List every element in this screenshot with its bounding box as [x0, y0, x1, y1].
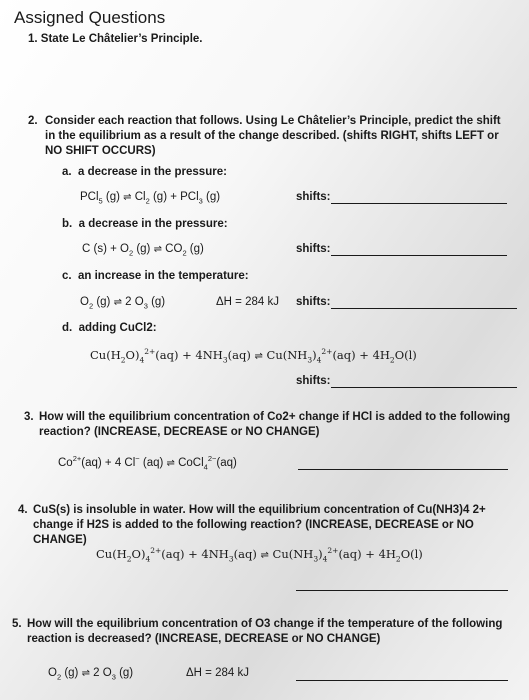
question-3-text: How will the equilibrium concentration of Co2+ change if HCl is added to the following reaction? (INCREASE, DECREASE or NO CHANGE): [39, 411, 511, 438]
answer-blank-2b[interactable]: [331, 243, 507, 256]
equation-4: $Cu(H_2O)_4^{2+}(aq) + 4NH_3(aq)$ ⇌ $Cu(NH_3)_4^{2+}(aq) + 4H_2O(l)$: [96, 546, 423, 564]
question-2-text: Consider each reaction that follows. Using Le Châtelier’s Principle, predict the shift in the equilibrium as a result of the change described. (shifts RIGHT, shifts LEFT or NO SHIFT OCCURS): [45, 115, 501, 157]
enthalpy-5: ΔH = 284 kJ: [186, 667, 249, 679]
question-4-number: 4.: [18, 504, 28, 516]
question-text: State Le Châtelier’s Principle.: [40, 33, 203, 45]
equation-5: $O_2$ (g) ⇌ 2 $O_3$ (g): [48, 667, 134, 682]
part-a: [62, 166, 227, 178]
part-prompt: a decrease in the pressure:: [78, 218, 228, 230]
shifts-label: shifts:: [296, 191, 331, 203]
question-5-text: How will the equilibrium concentration of O3 change if the temperature of the following reaction is decreased? (INCREASE, DECREASE or NO CHANGE): [27, 618, 503, 645]
part-letter: b.: [62, 218, 73, 230]
answer-blank-2c[interactable]: [331, 296, 517, 309]
answer-blank-2a[interactable]: [331, 191, 507, 204]
question-4-text: CuS(s) is insoluble in water. How will the equilibrium concentration of Cu(NH3)4 2+ change if H2S is added to the following reaction? (INCREASE, DECREASE or NO CHANGE): [33, 504, 486, 546]
answer-blank-4[interactable]: [296, 578, 508, 591]
equation-3: $Co^{2+}(aq) + 4$ Cl− (aq) ⇌ CoCl$_4^{2-}$(aq): [58, 454, 237, 472]
question-3-number: 3.: [24, 411, 34, 423]
part-letter: c.: [62, 270, 72, 282]
page-title: Assigned Questions: [14, 8, 166, 27]
part-letter: d.: [62, 322, 73, 334]
equation-2a: PCl$_5$ (g) ⇌ $Cl_2$ (g) + PCl$_3$ (g): [80, 191, 221, 206]
question-2-number: 2.: [28, 115, 38, 127]
equation-2c: $O_2$ (g) ⇌ 2 $O_3$ (g): [80, 296, 166, 311]
answer-blank-2d[interactable]: [331, 375, 517, 388]
part-d: [62, 322, 157, 334]
question-5-number: 5.: [12, 618, 22, 630]
part-prompt: an increase in the temperature:: [77, 270, 249, 282]
shifts-label: shifts:: [296, 243, 331, 255]
question-number: 1.: [28, 33, 38, 45]
enthalpy-2c: ΔH = 284 kJ: [216, 296, 279, 308]
equation-2b: C $(s) + O_2$ (g) ⇌ $CO_2$ (g): [82, 243, 204, 258]
part-b: [62, 218, 228, 230]
part-prompt: adding CuCl2:: [78, 322, 157, 334]
answer-blank-5[interactable]: [296, 668, 508, 681]
answer-blank-3[interactable]: [298, 457, 508, 470]
shifts-label: shifts:: [296, 296, 331, 308]
shifts-label: shifts:: [296, 375, 331, 387]
part-letter: a.: [62, 166, 72, 178]
question-1: [28, 33, 203, 45]
part-c: [62, 270, 249, 282]
equation-2d: $Cu(H_2O)_4^{2+}(aq) + 4NH_3(aq)$ ⇌ $Cu(NH_3)_4^{2+}(aq) + 4H_2O(l)$: [90, 347, 417, 365]
part-prompt: a decrease in the pressure:: [77, 166, 227, 178]
